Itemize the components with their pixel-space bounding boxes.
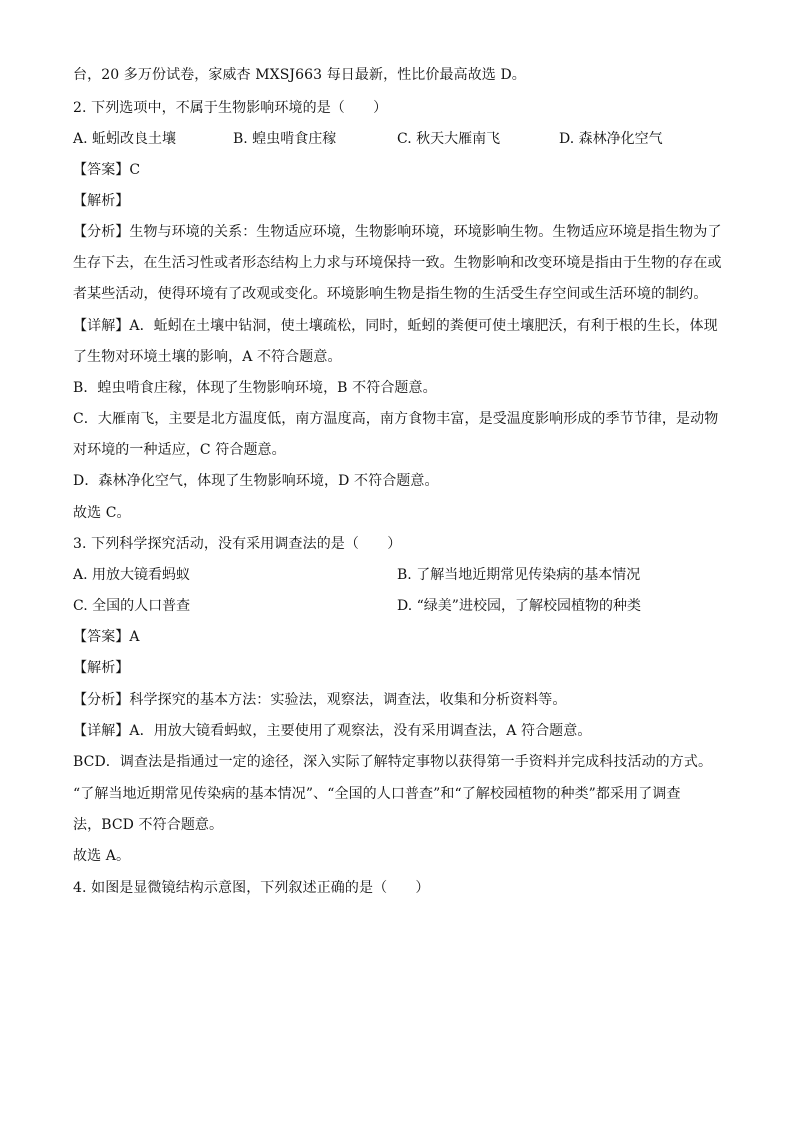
q3-option-b: B. 了解当地近期常见传染病的基本情况 xyxy=(397,567,641,583)
q2-xiangjie-line-2: 了生物对环境土壤的影响，A 不符合题意。 xyxy=(73,349,342,365)
q2-fenxi-line-2: 生存下去，在生活习性或者形态结构上力求与环境保持一致。生物影响和改变环境是指由于生物的存在或 xyxy=(73,255,722,271)
q2-fenxi-line-1: 【分析】生物与环境的关系：生物适应环境，生物影响环境，环境影响生物。生物适应环境是指生物为了 xyxy=(73,224,722,240)
q2-stem: 2. 下列选项中，不属于生物影响环境的是（ ） xyxy=(73,100,388,116)
q2-option-d: D. 森林净化空气 xyxy=(559,131,663,147)
q4-stem: 4. 如图是显微镜结构示意图，下列叙述正确的是（ ） xyxy=(73,880,430,896)
q3-xiangjie-line-2: BCD．调查法是指通过一定的途径，深入实际了解特定事物以获得第一手资料并完成科技活动的方式。 xyxy=(73,754,713,770)
q2-analysis-label: 【解析】 xyxy=(73,193,130,209)
q2-fenxi-line-3: 者某些活动，使得环境有了改观或变化。环境影响生物是指生物的生活受生存空间或生活环境的制约。 xyxy=(73,286,708,302)
q3-xiangjie-line-4: 法，BCD 不符合题意。 xyxy=(73,817,224,833)
header-line: 台，20 多万份试卷，家威杏 MXSJ663 每日最新，性比价最高故选 D。 xyxy=(73,67,526,83)
q3-xiangjie-line-3: “了解当地近期常见传染病的基本情况”、“全国的人口普查”和“了解校园植物的种类”都采用了调查 xyxy=(73,786,681,802)
q2-answer: 【答案】C xyxy=(73,162,141,178)
q2-xiangjie-line-5: 对环境的一种适应，C 符合题意。 xyxy=(73,442,286,458)
q3-stem: 3. 下列科学探究活动，没有采用调查法的是（ ） xyxy=(73,536,402,552)
q2-option-b: B. 蝗虫啃食庄稼 xyxy=(233,131,337,147)
q3-xiangjie-line-1: 【详解】A．用放大镜看蚂蚁，主要使用了观察法，没有采用调查法，A 符合题意。 xyxy=(73,723,592,739)
q2-xiangjie-line-6: D．森林净化空气，体现了生物影响环境，D 不符合题意。 xyxy=(73,473,439,489)
q3-fenxi: 【分析】科学探究的基本方法：实验法，观察法，调查法，收集和分析资料等。 xyxy=(73,692,567,708)
q2-option-c: C. 秋天大雁南飞 xyxy=(397,131,501,147)
q2-option-a: A. 蚯蚓改良土壤 xyxy=(73,131,177,147)
q2-conclusion: 故选 C。 xyxy=(73,505,131,521)
q2-xiangjie-line-4: C．大雁南飞，主要是北方温度低，南方温度高，南方食物丰富，是受温度影响形成的季节节律，是动物 xyxy=(73,411,719,427)
q3-conclusion: 故选 A。 xyxy=(73,848,131,864)
q3-option-c: C. 全国的人口普查 xyxy=(73,598,191,614)
q3-option-a: A. 用放大镜看蚂蚁 xyxy=(73,567,191,583)
q2-xiangjie-line-1: 【详解】A．蚯蚓在土壤中钻洞，使土壤疏松，同时，蚯蚓的粪便可使土壤肥沃，有利于根的生长，体现 xyxy=(73,318,718,334)
q3-answer: 【答案】A xyxy=(73,629,140,645)
q3-option-d: D. “绿美”进校园，了解校园植物的种类 xyxy=(397,598,641,614)
q2-xiangjie-line-3: B．蝗虫啃食庄稼，体现了生物影响环境，B 不符合题意。 xyxy=(73,380,437,396)
q3-analysis-label: 【解析】 xyxy=(73,660,130,676)
